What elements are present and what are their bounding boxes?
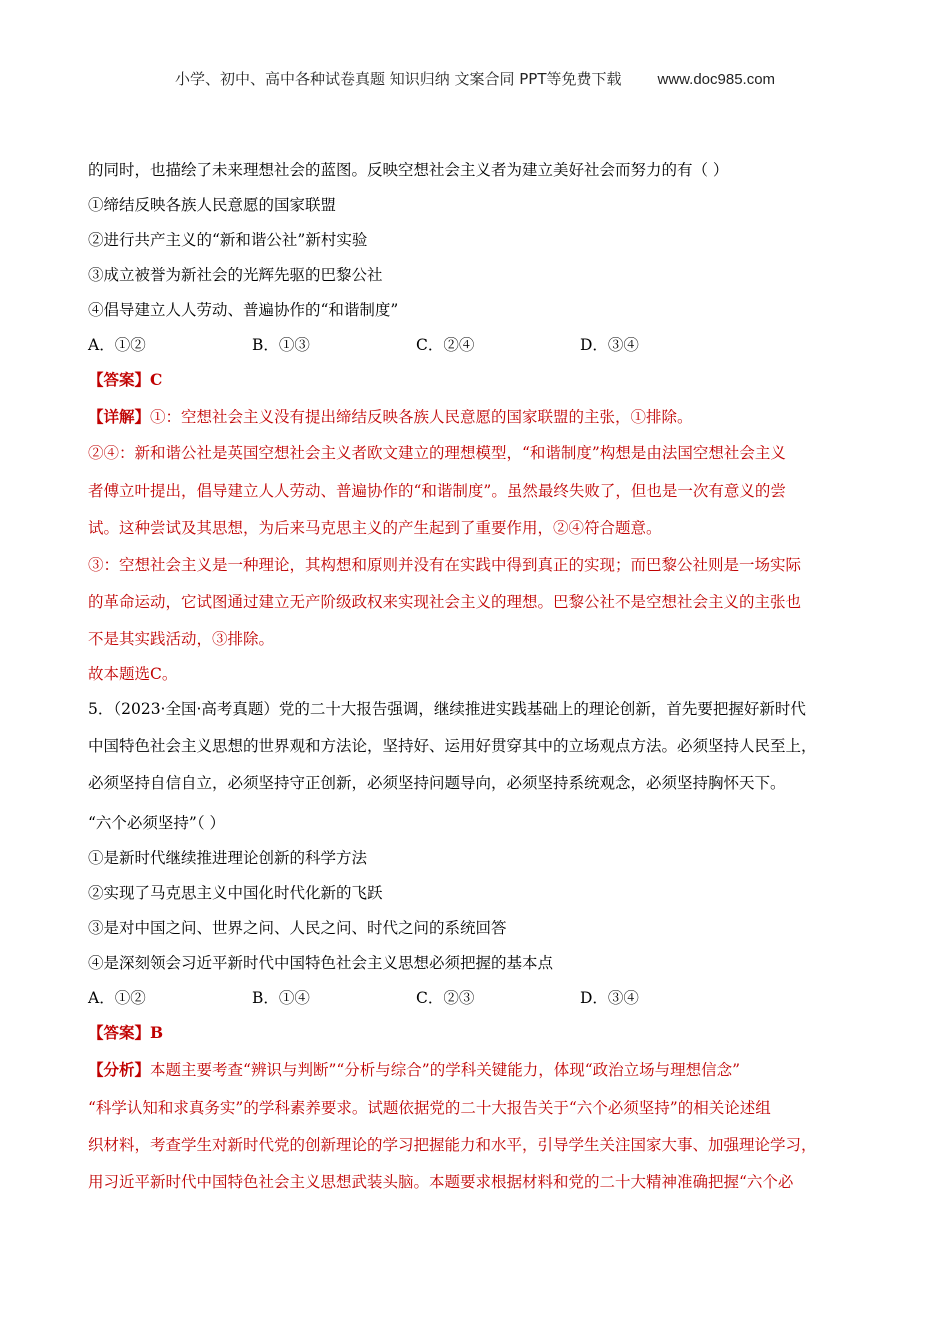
q5-answer-label: 【答案】 xyxy=(88,1023,151,1042)
q5-analysis-4: 用习近平新时代中国特色社会主义思想武装头脑。本题要求根据材料和党的二十大精神准确把握“六个必 xyxy=(88,1173,794,1191)
q4-option-b: B．①③ xyxy=(252,336,310,354)
q4-detail-6: 的革命运动，它试图通过建立无产阶级政权来实现社会主义的理想。巴黎公社不是空想社会主义的主张也 xyxy=(88,593,802,611)
q4-stem-tail: 的同时，也描绘了未来理想社会的蓝图。反映空想社会主义者为建立美好社会而努力的有（ ） xyxy=(88,161,729,179)
q4-answer xyxy=(88,370,162,390)
q5-option-c: C．②③ xyxy=(416,989,475,1007)
q4-detail-7: 不是其实践活动，③排除。 xyxy=(88,630,275,648)
q5-analysis-1: 【分析】本题主要考查“辨识与判断”“分析与综合”的学科关键能力，体现“政治立场与理想信念” xyxy=(88,1060,741,1079)
q4-conclusion: 故本题选C。 xyxy=(88,665,178,683)
q5-answer-value: B xyxy=(150,1023,164,1042)
q5-item-1: ①是新时代继续推进理论创新的科学方法 xyxy=(88,849,368,867)
q5-item-4: ④是深刻领会习近平新时代中国特色社会主义思想必须把握的基本点 xyxy=(88,954,554,972)
q5-item-3: ③是对中国之问、世界之问、人民之问、时代之问的系统回答 xyxy=(88,919,507,937)
q5-item-2: ②实现了马克思主义中国化时代化新的飞跃 xyxy=(88,884,383,902)
q5-analysis-3: 织材料，考查学生对新时代党的创新理论的学习把握能力和水平，引导学生关注国家大事、加强理论学习， xyxy=(88,1136,817,1154)
q5-option-a: A．①② xyxy=(88,989,146,1007)
q4-option-d: D．③④ xyxy=(580,336,639,354)
q5-option-b: B．①④ xyxy=(252,989,310,1007)
q5-stem-4: “六个必须坚持”（ ） xyxy=(88,814,226,832)
q4-item-1: ①缔结反映各族人民意愿的国家联盟 xyxy=(88,196,337,214)
q4-item-3: ③成立被誉为新社会的光辉先驱的巴黎公社 xyxy=(88,266,383,284)
header-text: 小学、初中、高中各种试卷真题 知识归纳 文案合同 PPT等免费下载 xyxy=(174,70,622,88)
q4-option-a: A．①② xyxy=(88,336,146,354)
q5-option-d: D．③④ xyxy=(580,989,639,1007)
q4-detail-1: 【详解】①：空想社会主义没有提出缔结反映各族人民意愿的国家联盟的主张，①排除。 xyxy=(88,407,693,426)
q5-analysis-2: “科学认知和求真务实”的学科素养要求。试题依据党的二十大报告关于“六个必须坚持”的相关论述组 xyxy=(88,1099,771,1117)
q5-answer xyxy=(88,1023,163,1043)
q4-detail-4: 试。这种尝试及其思想，为后来马克思主义的产生起到了重要作用，②④符合题意。 xyxy=(88,519,662,537)
q5-stem-1: 5．（2023·全国·高考真题）党的二十大报告强调，继续推进实践基础上的理论创新，首先要把握好新时代 xyxy=(88,700,806,718)
q4-detail-2: ②④：新和谐公社是英国空想社会主义者欧文建立的理想模型，“和谐制度”构想是由法国空想社会主义 xyxy=(88,444,786,462)
q5-analysis-label: 【分析】 xyxy=(88,1060,151,1079)
q4-detail-3: 者傅立叶提出，倡导建立人人劳动、普遍协作的“和谐制度”。虽然最终失败了，但也是一次有意义的尝 xyxy=(88,482,786,500)
q4-item-4: ④倡导建立人人劳动、普遍协作的“和谐制度” xyxy=(88,301,399,319)
q5-stem-3: 必须坚持自信自立，必须坚持守正创新，必须坚持问题导向，必须坚持系统观念，必须坚持胸怀天下。 xyxy=(88,774,786,792)
q4-option-c: C．②④ xyxy=(416,336,475,354)
page-header xyxy=(0,68,950,89)
q4-detail-5: ③：空想社会主义是一种理论，其构想和原则并没有在实践中得到真正的实现；而巴黎公社则是一场实际 xyxy=(88,556,802,574)
q4-answer-label: 【答案】 xyxy=(88,370,151,389)
header-site: www.doc985.com xyxy=(657,71,776,88)
q4-item-2: ②进行共产主义的“新和谐公社”新村实验 xyxy=(88,231,368,249)
q5-stem-2: 中国特色社会主义思想的世界观和方法论，坚持好、运用好贯穿其中的立场观点方法。必须坚持人民至上， xyxy=(88,737,817,755)
q4-answer-value: C xyxy=(150,370,163,389)
q4-detail-label: 【详解】 xyxy=(88,407,151,426)
